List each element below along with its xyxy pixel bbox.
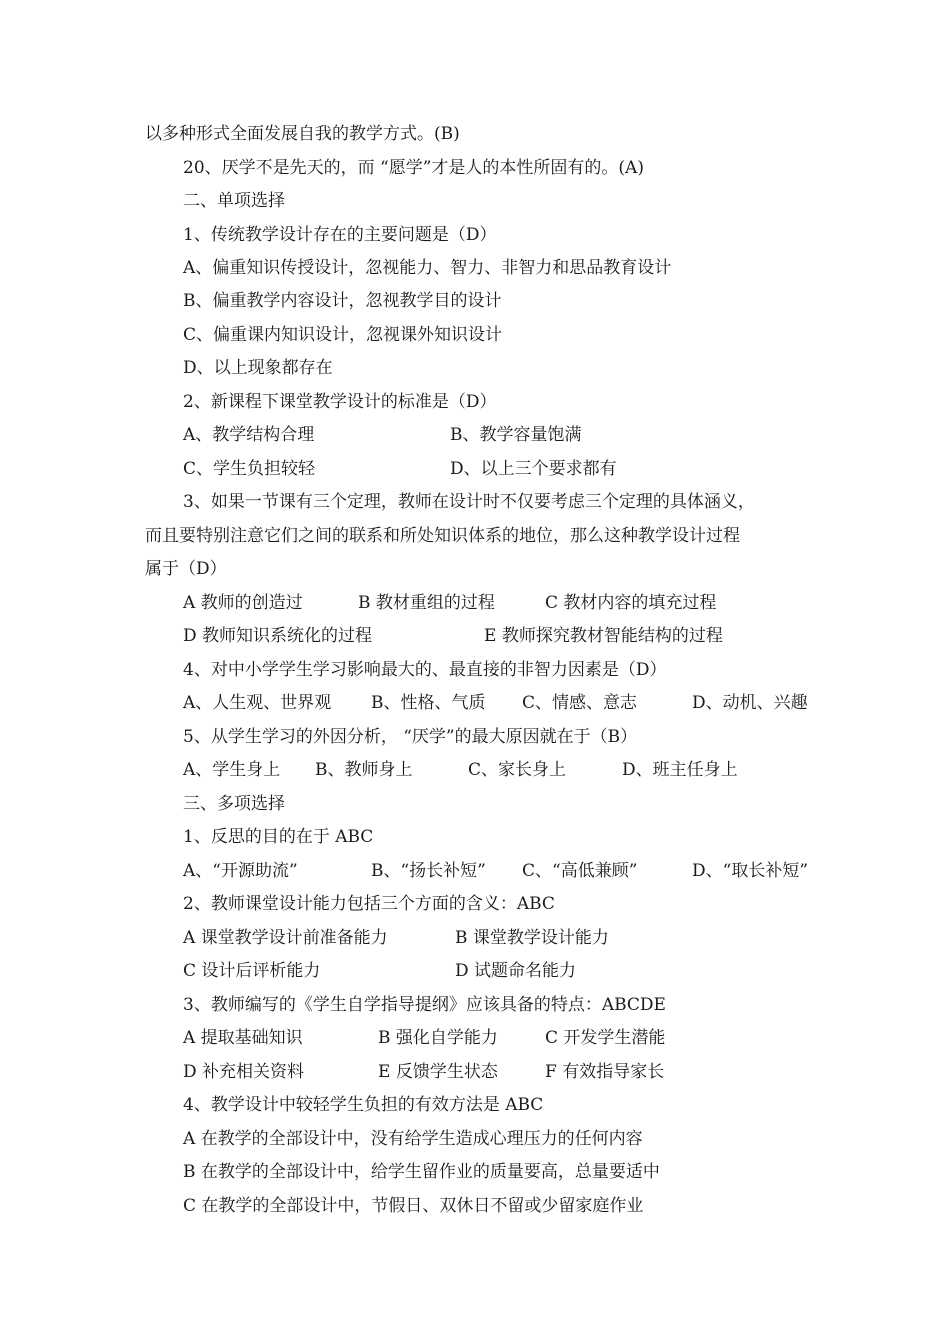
option-c: C 开发学生潜能 bbox=[545, 1028, 666, 1048]
option-line: A 在教学的全部设计中，没有给学生造成心理压力的任何内容 bbox=[183, 1129, 643, 1149]
question-3: 3、如果一节课有三个定理，教师在设计时不仅要考虑三个定理的具体涵义， bbox=[183, 492, 755, 512]
option-b: B 教材重组的过程 bbox=[358, 593, 495, 613]
option-a: A、人生观、世界观 bbox=[183, 693, 332, 713]
option-c: C、“高低兼顾” bbox=[522, 861, 638, 881]
question-2: 2、教师课堂设计能力包括三个方面的含义：ABC bbox=[183, 894, 555, 914]
option-b: B 课堂教学设计能力 bbox=[455, 928, 609, 948]
option-d: D 补充相关资料 bbox=[183, 1062, 305, 1082]
question-1: 1、传统教学设计存在的主要问题是（D） bbox=[183, 225, 497, 245]
section-heading-multiple-choice: 三、多项选择 bbox=[183, 794, 285, 814]
question-3: 3、教师编写的《学生自学指导提纲》应该具备的特点：ABCDE bbox=[183, 995, 666, 1015]
option-a: A 教师的创造过 bbox=[183, 593, 303, 613]
question-4: 4、对中小学学生学习影响最大的、最直接的非智力因素是（D） bbox=[183, 660, 667, 680]
option-a: A、“开源助流” bbox=[183, 861, 298, 881]
option-line: C、偏重课内知识设计，忽视课外知识设计 bbox=[183, 325, 503, 345]
option-d: D、班主任身上 bbox=[622, 760, 738, 780]
option-line: A、偏重知识传授设计，忽视能力、智力、非智力和思品教育设计 bbox=[183, 258, 672, 278]
option-c: C 设计后评析能力 bbox=[183, 961, 321, 981]
option-d: D 试题命名能力 bbox=[455, 961, 577, 981]
option-b: B、教师身上 bbox=[315, 760, 413, 780]
option-line: C 在教学的全部设计中，节假日、双休日不留或少留家庭作业 bbox=[183, 1196, 644, 1216]
question-4: 4、教学设计中较轻学生负担的有效方法是 ABC bbox=[183, 1095, 544, 1115]
option-line: B 在教学的全部设计中，给学生留作业的质量要高，总量要适中 bbox=[183, 1162, 660, 1182]
question-5: 5、从学生学习的外因分析， “厌学”的最大原因就在于（B） bbox=[183, 727, 638, 747]
option-line: D、以上现象都存在 bbox=[183, 358, 333, 378]
option-b: B 强化自学能力 bbox=[378, 1028, 498, 1048]
option-b: B、“扬长补短” bbox=[371, 861, 486, 881]
option-e: E 教师探究教材智能结构的过程 bbox=[484, 626, 723, 646]
option-f: F 有效指导家长 bbox=[545, 1062, 665, 1082]
option-d: D、“取长补短” bbox=[692, 861, 809, 881]
option-e: E 反馈学生状态 bbox=[378, 1062, 498, 1082]
option-c: C、家长身上 bbox=[468, 760, 567, 780]
question-1: 1、反思的目的在于 ABC bbox=[183, 827, 374, 847]
option-line: B、偏重教学内容设计，忽视教学目的设计 bbox=[183, 291, 502, 311]
text-line: 以多种形式全面发展自我的教学方式。(B) bbox=[145, 124, 460, 144]
option-d: D、动机、兴趣 bbox=[692, 693, 808, 713]
question-3-continued: 属于（D） bbox=[145, 559, 227, 579]
option-c: C、学生负担较轻 bbox=[183, 459, 316, 479]
question-3-continued: 而且要特别注意它们之间的联系和所处知识体系的地位，那么这种教学设计过程 bbox=[145, 526, 740, 546]
option-a: A、学生身上 bbox=[183, 760, 281, 780]
option-d: D、以上三个要求都有 bbox=[450, 459, 617, 479]
option-a: A、教学结构合理 bbox=[183, 425, 315, 445]
judgment-item-20: 20、厌学不是先天的，而 “愿学”才是人的本性所固有的。(A) bbox=[183, 158, 644, 178]
option-c: C、情感、意志 bbox=[522, 693, 638, 713]
option-b: B、性格、气质 bbox=[371, 693, 486, 713]
question-2: 2、新课程下课堂教学设计的标准是（D） bbox=[183, 392, 497, 412]
option-c: C 教材内容的填充过程 bbox=[545, 593, 717, 613]
option-d: D 教师知识系统化的过程 bbox=[183, 626, 373, 646]
option-a: A 提取基础知识 bbox=[183, 1028, 303, 1048]
option-b: B、教学容量饱满 bbox=[450, 425, 582, 445]
section-heading-single-choice: 二、单项选择 bbox=[183, 191, 285, 211]
option-a: A 课堂教学设计前准备能力 bbox=[183, 928, 388, 948]
